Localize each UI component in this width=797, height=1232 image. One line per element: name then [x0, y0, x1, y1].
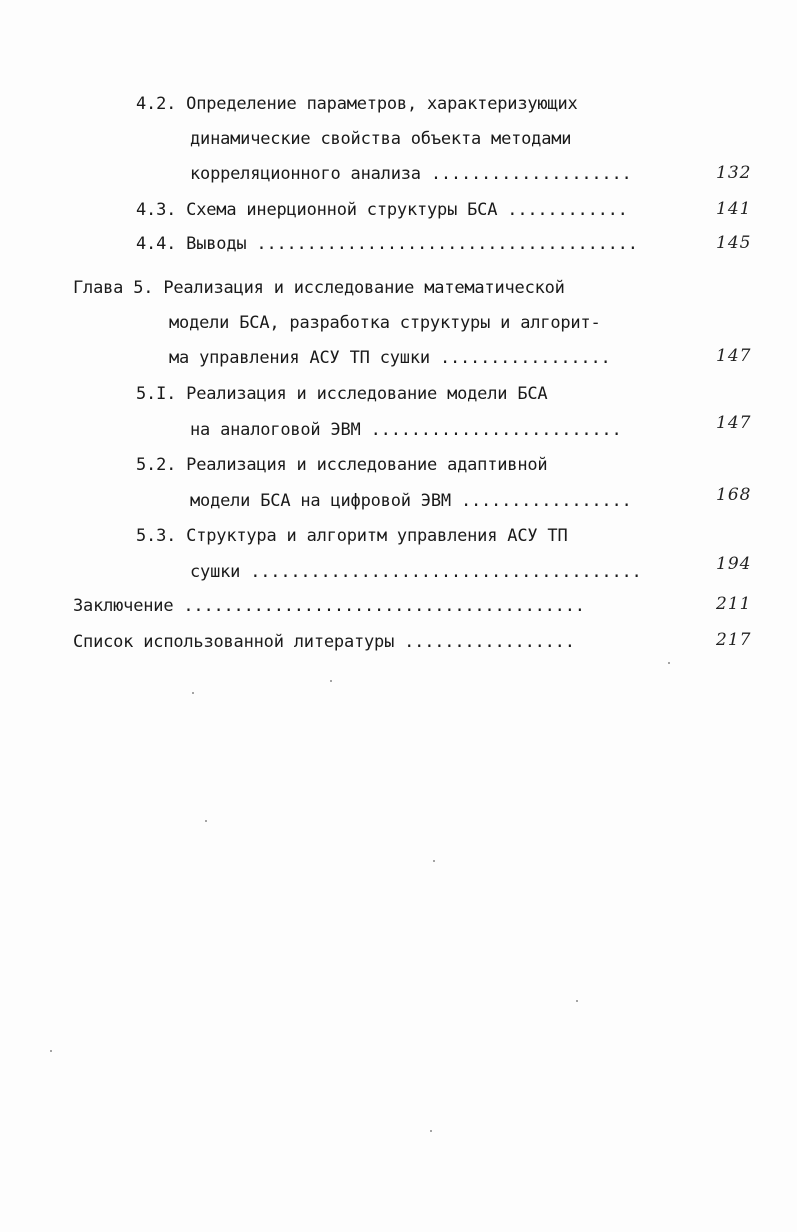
toc-entry-5-1-line-2: на аналоговой ЭВМ ......................... — [190, 420, 622, 440]
toc-entry-5-1-line-1: 5.I. Реализация и исследование модели БСА — [136, 384, 548, 404]
scan-speck — [205, 820, 207, 822]
toc-entry-4-4: 4.4. Выводы ...................................... — [136, 234, 638, 254]
scan-speck — [192, 692, 194, 694]
scan-speck — [330, 680, 332, 682]
toc-page-number: 168 — [716, 485, 752, 505]
toc-chapter-5-line-1: Глава 5. Реализация и исследование математической — [73, 278, 565, 298]
toc-entry-4-2-line-3: корреляционного анализа .................... — [190, 164, 632, 184]
toc-entry-5-3-line-2: сушки ....................................... — [190, 562, 642, 582]
toc-entry-5-2-line-2: модели БСА на цифровой ЭВМ ................. — [190, 491, 632, 511]
toc-page-number: 194 — [716, 554, 752, 574]
scan-speck — [576, 1000, 578, 1002]
toc-page-number: 145 — [716, 233, 752, 253]
toc-entry-5-2-line-1: 5.2. Реализация и исследование адаптивной — [136, 455, 548, 475]
toc-chapter-5-line-3: ма управления АСУ ТП сушки ................. — [169, 348, 611, 368]
toc-page-number: 147 — [716, 346, 752, 366]
scan-speck — [668, 662, 670, 664]
scan-speck — [433, 860, 435, 862]
toc-page-number: 132 — [716, 163, 752, 183]
toc-conclusion: Заключение ........................................ — [73, 596, 585, 616]
toc-chapter-5-line-2: модели БСА, разработка структуры и алгорит- — [169, 313, 601, 333]
toc-page-number: 217 — [716, 630, 752, 650]
toc-entry-4-2-line-1: 4.2. Определение параметров, характеризующих — [136, 94, 578, 114]
toc-page-number: 211 — [716, 594, 752, 614]
toc-page-number: 147 — [716, 413, 752, 433]
toc-entry-4-3: 4.3. Схема инерционной структуры БСА ............ — [136, 200, 628, 220]
toc-entry-5-3-line-1: 5.3. Структура и алгоритм управления АСУ ТП — [136, 526, 568, 546]
toc-references: Список использованной литературы ................. — [73, 632, 575, 652]
toc-page-number: 141 — [716, 199, 752, 219]
toc-entry-4-2-line-2: динамические свойства объекта методами — [190, 129, 572, 149]
scan-speck — [50, 1050, 52, 1052]
scan-speck — [430, 1130, 432, 1132]
